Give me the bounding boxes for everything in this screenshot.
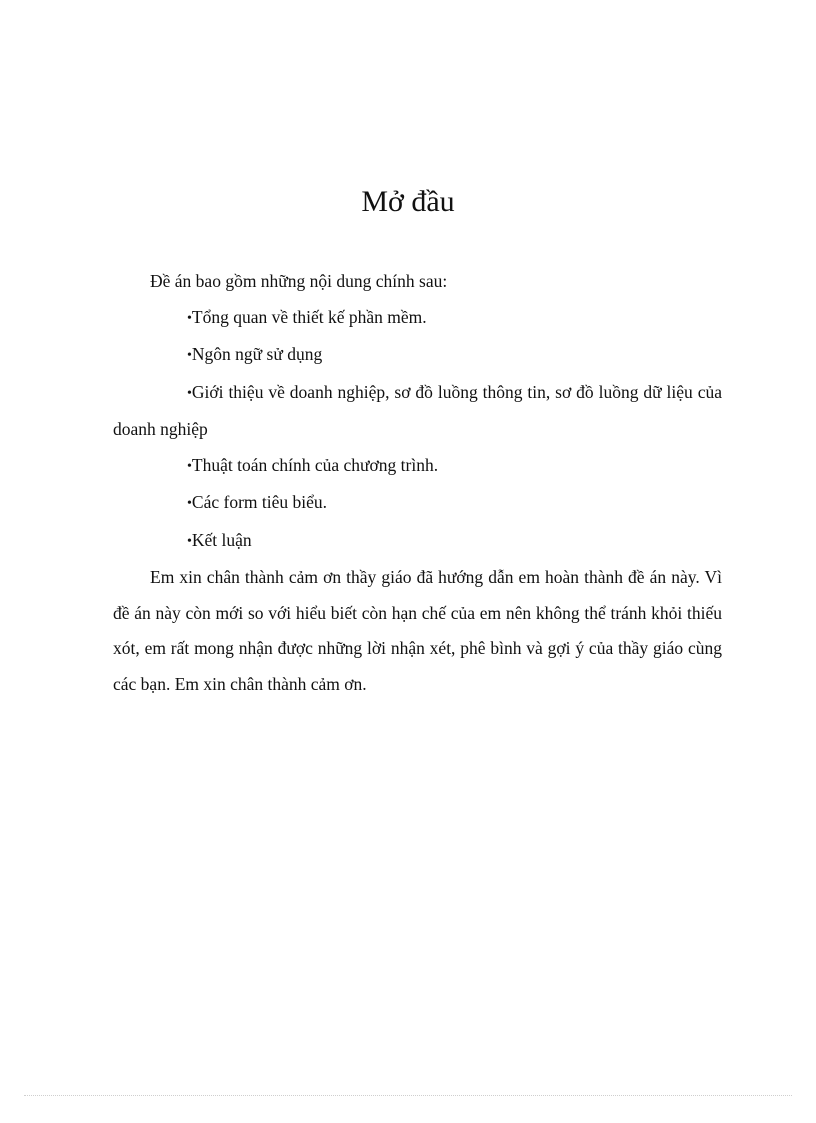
bullet-text: Các form tiêu biểu. — [191, 492, 328, 512]
document-body — [113, 264, 722, 702]
intro-paragraph: Đề án bao gồm những nội dung chính sau: — [150, 271, 448, 291]
bullet-icon: • — [187, 348, 192, 363]
bullet-icon: • — [187, 533, 192, 549]
page-bottom-divider — [24, 1095, 792, 1096]
bullet-item — [113, 300, 722, 338]
closing-paragraph: Em xin chân thành cảm ơn thầy giáo đã hướng dẫn em hoàn thành đề án này. Vì đề án này còn mới so với hiểu biết còn hạn chế của em nên không thể tránh khỏi thiếu xót, em rất mong nhận được những lời nhận xét, phê bình và gợi ý của thầy giáo cùng các bạn. Em xin chân thành cảm ơn. — [113, 567, 722, 694]
bullet-item — [113, 523, 722, 561]
bullet-item — [113, 485, 722, 523]
bullet-text: Giới thiệu về doanh nghiệp, sơ đồ luồng thông tin, sơ đồ luồng dữ liệu của doanh nghiệp — [113, 381, 722, 439]
bullet-text: Tổng quan về thiết kế phần mềm. — [191, 306, 427, 327]
bullet-text: Kết luận — [191, 529, 252, 550]
bullet-item — [113, 375, 722, 448]
bullet-text: Ngôn ngữ sử dụng — [191, 344, 323, 364]
bullet-icon: • — [187, 310, 192, 326]
bullet-item — [113, 448, 722, 486]
bullet-item — [113, 337, 722, 375]
bullet-icon: • — [187, 496, 192, 511]
bullet-text: Thuật toán chính của chương trình. — [191, 454, 439, 475]
bullet-icon: • — [187, 385, 192, 401]
page-title: Mở đầu — [361, 185, 455, 218]
bullet-icon: • — [187, 458, 192, 474]
